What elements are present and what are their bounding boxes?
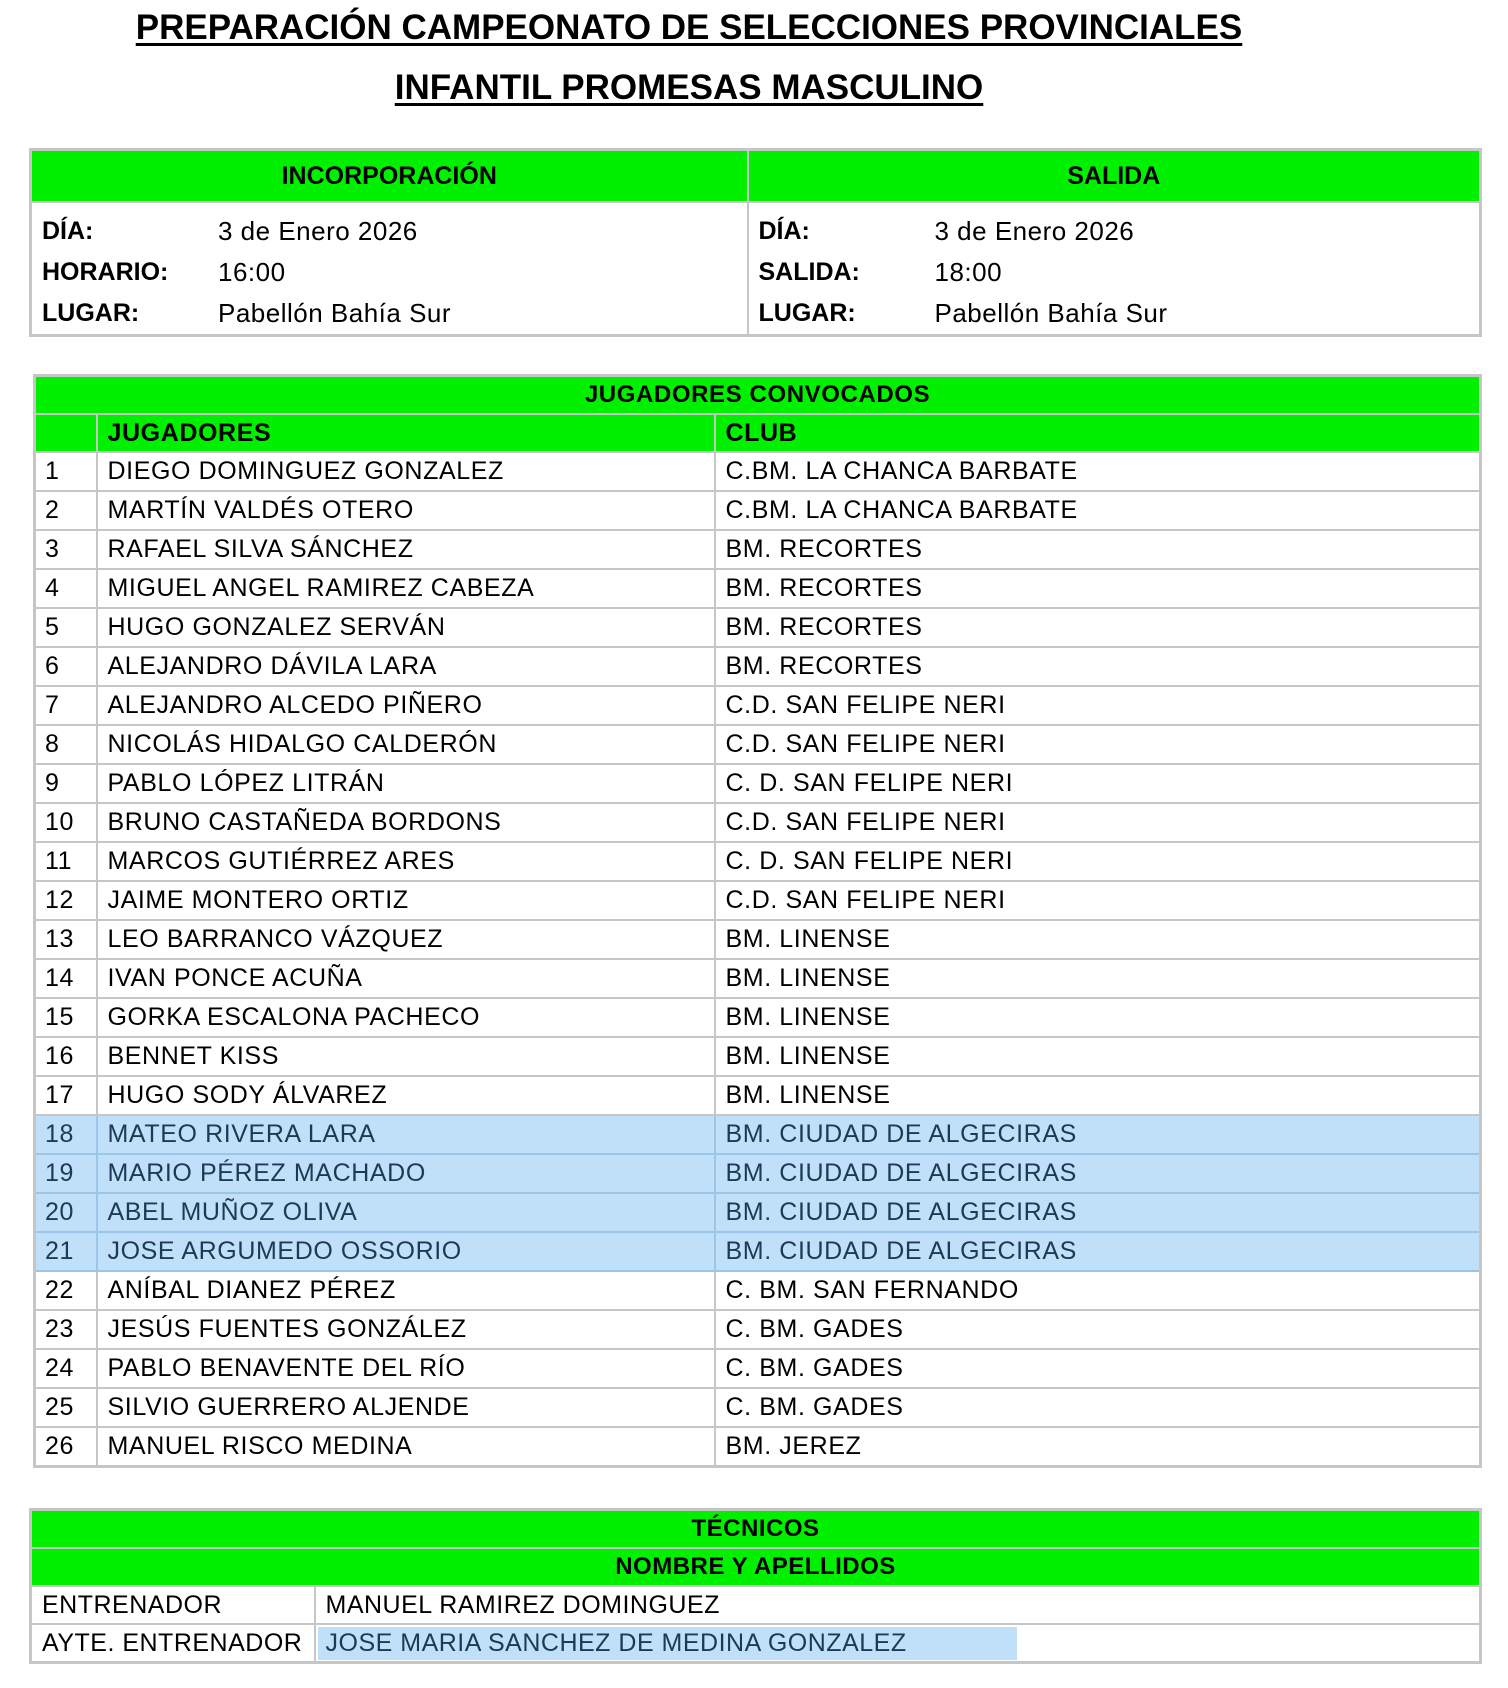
salida-details [748,202,1481,336]
player-name: RAFAEL SILVA SÁNCHEZ [97,530,715,569]
table-row [35,1349,1481,1388]
schedule-table [29,148,1482,337]
staff-name: MANUEL RAMIREZ DOMINGUEZ [315,1586,1481,1624]
players-club-header: CLUB [715,414,1481,452]
player-club: BM. LINENSE [715,1037,1481,1076]
player-number: 15 [35,998,97,1037]
player-club: C. D. SAN FELIPE NERI [715,764,1481,803]
player-club: BM. JEREZ [715,1427,1481,1467]
salida-day-label: DÍA: [758,217,810,245]
table-row [35,1193,1481,1232]
player-number: 19 [35,1154,97,1193]
player-name: HUGO GONZALEZ SERVÁN [97,608,715,647]
player-number: 9 [35,764,97,803]
player-name: ANÍBAL DIANEZ PÉREZ [97,1271,715,1310]
table-row [35,647,1481,686]
incorporacion-header: INCORPORACIÓN [31,150,748,203]
table-row [35,959,1481,998]
table-row [35,569,1481,608]
table-row [35,803,1481,842]
table-row [35,881,1481,920]
player-name: MANUEL RISCO MEDINA [97,1427,715,1467]
table-row [35,1076,1481,1115]
player-number: 22 [35,1271,97,1310]
player-name: ABEL MUÑOZ OLIVA [97,1193,715,1232]
table-row [35,842,1481,881]
player-club: C.D. SAN FELIPE NERI [715,881,1481,920]
player-number: 6 [35,647,97,686]
player-name: JESÚS FUENTES GONZÁLEZ [97,1310,715,1349]
player-name: GORKA ESCALONA PACHECO [97,998,715,1037]
player-name: ALEJANDRO DÁVILA LARA [97,647,715,686]
player-name: DIEGO DOMINGUEZ GONZALEZ [97,452,715,491]
player-number: 8 [35,725,97,764]
table-row [35,1388,1481,1427]
table-row [35,725,1481,764]
player-club: C.D. SAN FELIPE NERI [715,686,1481,725]
player-name: MARCOS GUTIÉRREZ ARES [97,842,715,881]
table-row [35,1232,1481,1271]
player-name: BRUNO CASTAÑEDA BORDONS [97,803,715,842]
player-club: BM. CIUDAD DE ALGECIRAS [715,1232,1481,1271]
player-name: HUGO SODY ÁLVAREZ [97,1076,715,1115]
table-row [35,1154,1481,1193]
incorporacion-details [31,202,748,336]
staff-row [31,1624,1481,1663]
player-number: 14 [35,959,97,998]
player-name: ALEJANDRO ALCEDO PIÑERO [97,686,715,725]
player-club: BM. LINENSE [715,959,1481,998]
salida-time-value: 18:00 [934,257,1003,287]
incorporacion-day-value: 3 de Enero 2026 [218,216,418,246]
salida-header: SALIDA [748,150,1481,203]
players-number-header [35,414,97,452]
incorporacion-time-label: HORARIO: [42,258,169,286]
player-name: LEO BARRANCO VÁZQUEZ [97,920,715,959]
incorporacion-place-value: Pabellón Bahía Sur [218,298,452,328]
table-row [35,686,1481,725]
player-club: C.D. SAN FELIPE NERI [715,725,1481,764]
player-club: C. BM. GADES [715,1310,1481,1349]
table-row [35,1310,1481,1349]
table-row [35,530,1481,569]
salida-place-label: LUGAR: [758,299,856,327]
player-number: 12 [35,881,97,920]
player-number: 2 [35,491,97,530]
table-row [35,920,1481,959]
staff-row [31,1586,1481,1624]
player-club: BM. RECORTES [715,608,1481,647]
staff-caption: TÉCNICOS [31,1510,1481,1549]
player-number: 23 [35,1310,97,1349]
player-name: NICOLÁS HIDALGO CALDERÓN [97,725,715,764]
player-number: 21 [35,1232,97,1271]
incorporacion-day-label: DÍA: [42,217,94,245]
player-number: 18 [35,1115,97,1154]
table-row [35,1037,1481,1076]
player-number: 11 [35,842,97,881]
table-row [35,491,1481,530]
staff-name: JOSE MARIA SANCHEZ DE MEDINA GONZALEZ [318,1627,1017,1660]
player-name: JAIME MONTERO ORTIZ [97,881,715,920]
salida-time-label: SALIDA: [758,258,860,286]
player-number: 13 [35,920,97,959]
table-row [35,1115,1481,1154]
table-row [35,1271,1481,1310]
player-club: C. BM. SAN FERNANDO [715,1271,1481,1310]
player-number: 24 [35,1349,97,1388]
player-club: BM. CIUDAD DE ALGECIRAS [715,1115,1481,1154]
staff-name-cell [315,1624,1481,1663]
player-name: MARTÍN VALDÉS OTERO [97,491,715,530]
player-name: MIGUEL ANGEL RAMIREZ CABEZA [97,569,715,608]
salida-place-value: Pabellón Bahía Sur [934,298,1168,328]
staff-role: ENTRENADOR [31,1586,315,1624]
player-number: 10 [35,803,97,842]
table-row [35,1427,1481,1467]
player-number: 1 [35,452,97,491]
player-number: 25 [35,1388,97,1427]
player-number: 4 [35,569,97,608]
players-name-header: JUGADORES [97,414,715,452]
salida-day-value: 3 de Enero 2026 [934,216,1135,246]
staff-subcaption: NOMBRE Y APELLIDOS [31,1548,1481,1586]
players-caption: JUGADORES CONVOCADOS [35,376,1481,415]
players-table [33,374,1482,1468]
table-row [35,998,1481,1037]
player-number: 20 [35,1193,97,1232]
player-name: PABLO LÓPEZ LITRÁN [97,764,715,803]
player-club: BM. RECORTES [715,530,1481,569]
player-name: MARIO PÉREZ MACHADO [97,1154,715,1193]
player-club: C.BM. LA CHANCA BARBATE [715,452,1481,491]
player-name: BENNET KISS [97,1037,715,1076]
player-name: PABLO BENAVENTE DEL RÍO [97,1349,715,1388]
player-club: C. BM. GADES [715,1388,1481,1427]
player-number: 16 [35,1037,97,1076]
player-club: BM. LINENSE [715,1076,1481,1115]
incorporacion-time-value: 16:00 [218,257,286,287]
player-number: 17 [35,1076,97,1115]
player-name: SILVIO GUERRERO ALJENDE [97,1388,715,1427]
document-subtitle: INFANTIL PROMESAS MASCULINO [394,68,984,107]
player-number: 3 [35,530,97,569]
incorporacion-place-label: LUGAR: [42,299,140,327]
player-club: C.D. SAN FELIPE NERI [715,803,1481,842]
player-number: 26 [35,1427,97,1467]
player-club: BM. CIUDAD DE ALGECIRAS [715,1154,1481,1193]
player-number: 7 [35,686,97,725]
player-club: C.BM. LA CHANCA BARBATE [715,491,1481,530]
player-name: MATEO RIVERA LARA [97,1115,715,1154]
player-club: C. BM. GADES [715,1349,1481,1388]
document-title: PREPARACIÓN CAMPEONATO DE SELECCIONES PROVINCIALES [135,8,1243,47]
player-club: C. D. SAN FELIPE NERI [715,842,1481,881]
player-club: BM. LINENSE [715,920,1481,959]
player-club: BM. LINENSE [715,998,1481,1037]
table-row [35,608,1481,647]
table-row [35,452,1481,491]
player-name: JOSE ARGUMEDO OSSORIO [97,1232,715,1271]
player-name: IVAN PONCE ACUÑA [97,959,715,998]
player-club: BM. RECORTES [715,569,1481,608]
player-club: BM. CIUDAD DE ALGECIRAS [715,1193,1481,1232]
player-club: BM. RECORTES [715,647,1481,686]
staff-role: AYTE. ENTRENADOR [31,1624,315,1663]
player-number: 5 [35,608,97,647]
table-row [35,764,1481,803]
staff-table [29,1508,1482,1664]
